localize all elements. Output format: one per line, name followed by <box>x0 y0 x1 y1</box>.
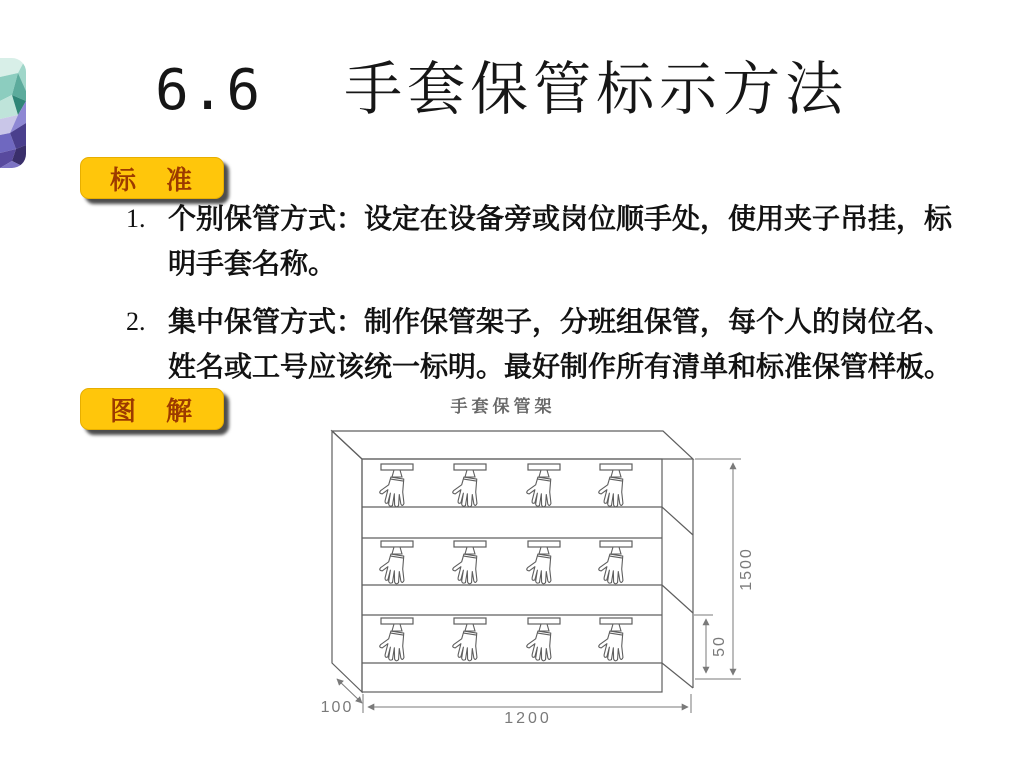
list-item-text: 集中保管方式：制作保管架子，分班组保管，每个人的岗位名、姓名或工号应该统一标明。最好制作所有清单和标准保管样板。 <box>168 306 953 382</box>
glove-hanger <box>451 464 486 508</box>
glove-rack-diagram <box>293 388 787 748</box>
glove-hanger <box>378 541 413 585</box>
glove-hanger <box>378 618 413 662</box>
glove-rack-drawing <box>293 388 787 748</box>
list-item-number: 2. <box>126 307 146 336</box>
glove-hanger <box>451 541 486 585</box>
diagram-badge: 图 解 <box>80 388 224 430</box>
list-item-number: 1. <box>126 204 146 233</box>
dim-depth-label: 100 <box>320 699 354 716</box>
glove-hanger <box>597 618 632 662</box>
glove-hanger <box>525 464 560 508</box>
list-item-text: 个别保管方式：设定在设备旁或岗位顺手处，使用夹子吊挂，标明手套名称。 <box>168 203 953 279</box>
standard-list <box>126 196 968 389</box>
glove-hanger <box>597 541 632 585</box>
dim-gap-label: 50 <box>711 635 728 657</box>
glove-hanger <box>451 618 486 662</box>
list-item <box>126 196 968 286</box>
glove-hanger <box>525 618 560 662</box>
glove-layer <box>378 464 632 662</box>
glove-hanger <box>597 464 632 508</box>
dim-width-label: 1200 <box>504 710 552 727</box>
diagram-title: 手套保管架 <box>450 397 556 416</box>
standard-badge: 标 准 <box>80 157 224 199</box>
glove-hanger <box>525 541 560 585</box>
glove-hanger <box>378 464 413 508</box>
logo-mosaic <box>0 58 26 168</box>
title-section-number: 6.6 <box>155 58 263 123</box>
page-title <box>155 52 848 124</box>
list-item <box>126 299 968 389</box>
dim-height-label: 1500 <box>738 547 755 591</box>
title-text: 手套保管标示方法 <box>344 57 849 122</box>
corner-logo <box>0 57 30 169</box>
